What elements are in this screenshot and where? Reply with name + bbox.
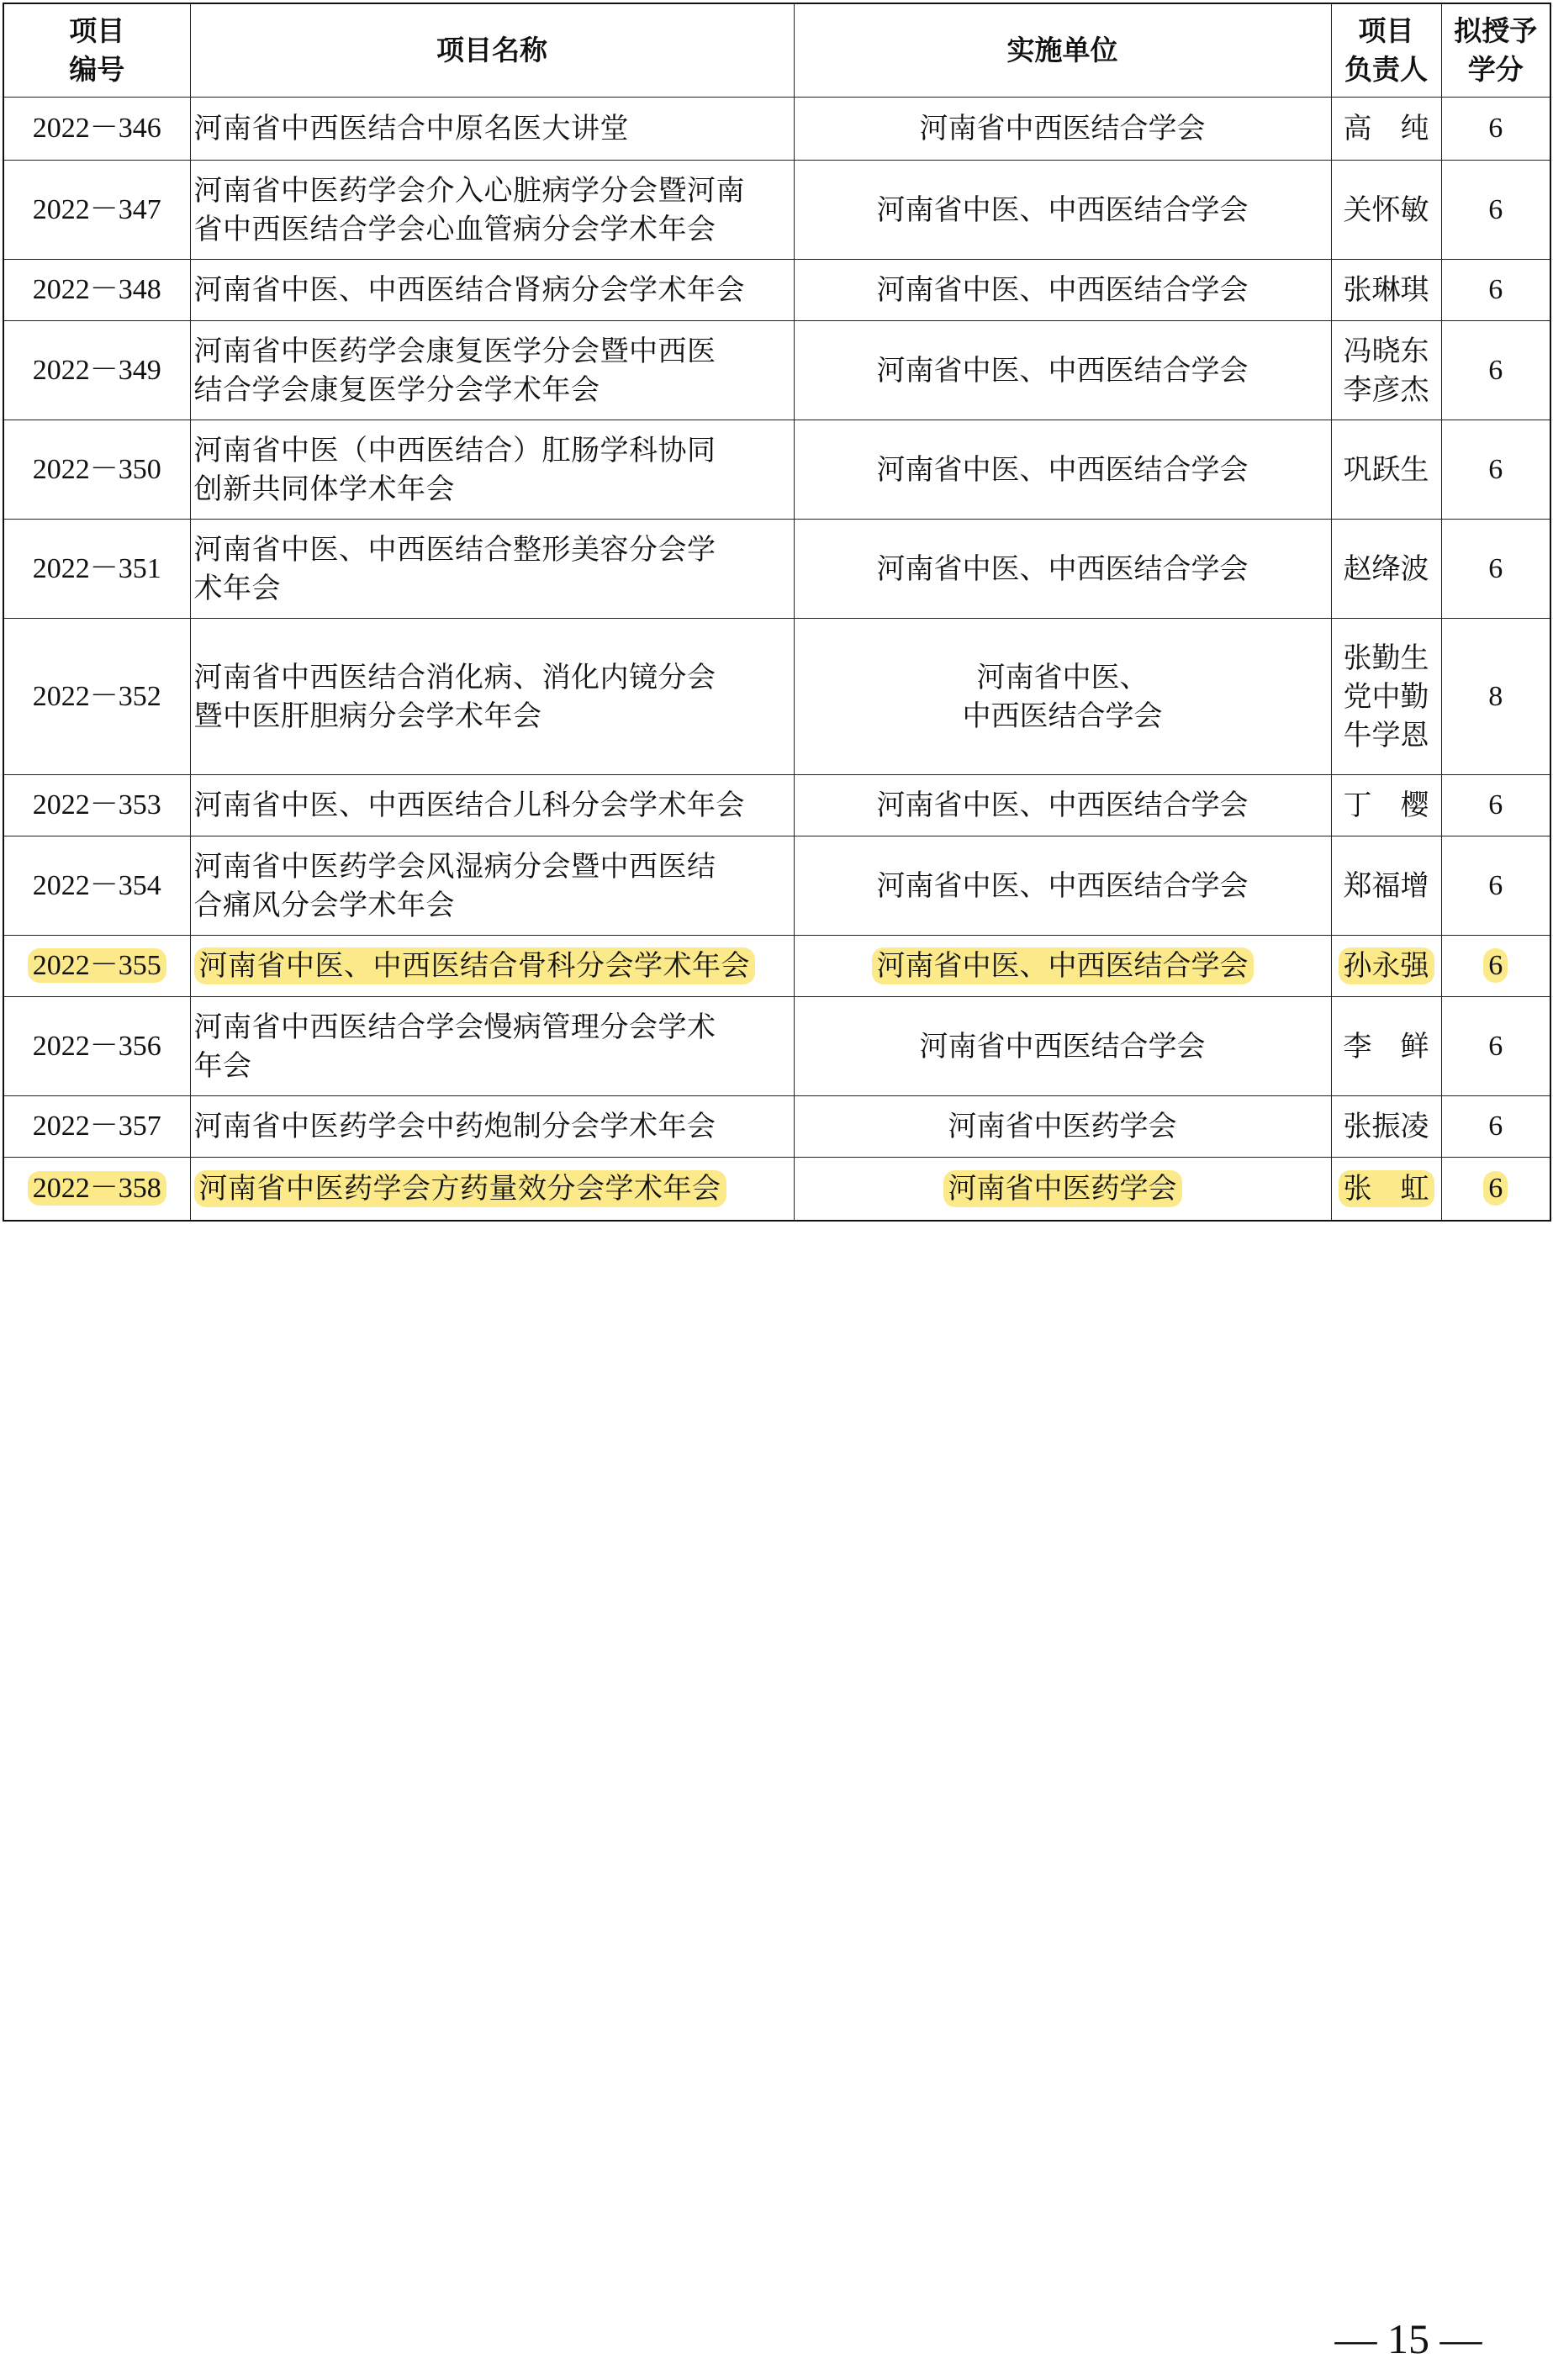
cell-unit	[794, 1158, 1331, 1221]
table-row	[3, 161, 1550, 260]
cell-credit	[1441, 936, 1550, 997]
table-row	[3, 420, 1550, 520]
cell-person	[1331, 1096, 1441, 1158]
name-text: 河南省中医（中西医结合）肛肠学科协同 创新共同体学术年会	[193, 433, 716, 506]
code-text: 2022－351	[32, 552, 161, 584]
cell-credit	[1441, 997, 1550, 1096]
person-text: 冯晓东 李彦杰	[1343, 334, 1429, 407]
cell-code	[3, 420, 190, 520]
unit-text: 河南省中医、中西医结合学会	[876, 551, 1249, 586]
credit-text: 6	[1488, 193, 1503, 225]
name-text: 河南省中医药学会介入心脏病学分会暨河南 省中西医结合学会心血管病分会学术年会	[193, 173, 745, 246]
cell-unit	[794, 997, 1331, 1096]
name-text: 河南省中西医结合学会慢病管理分会学术 年会	[193, 1010, 716, 1083]
person-text: 张勤生 党中勤 牛学恩	[1343, 641, 1429, 752]
cell-name	[190, 260, 794, 321]
code-text: 2022－354	[32, 869, 161, 901]
cell-name	[190, 936, 794, 997]
header-name: 项目名称	[190, 3, 794, 98]
person-text: 张琳琪	[1343, 273, 1429, 307]
name-text: 河南省中医药学会风湿病分会暨中西医结 合痛风分会学术年会	[193, 849, 716, 922]
cell-code	[3, 260, 190, 321]
header-unit: 实施单位	[794, 3, 1331, 98]
code-text: 2022－353	[32, 789, 161, 821]
cell-person	[1331, 997, 1441, 1096]
header-row	[3, 3, 1550, 98]
name-text: 河南省中西医结合消化病、消化内镜分会 暨中医肝胆病分会学术年会	[193, 660, 716, 733]
table-row	[3, 836, 1550, 936]
unit-text: 河南省中医、中西医结合学会	[876, 949, 1249, 983]
cell-person	[1331, 98, 1441, 161]
person-text: 赵绛波	[1343, 551, 1429, 586]
cell-code	[3, 161, 190, 260]
cell-name	[190, 321, 794, 420]
cell-name	[190, 1158, 794, 1221]
cell-unit	[794, 619, 1331, 775]
name-text: 河南省中医、中西医结合肾病分会学术年会	[193, 273, 745, 307]
cell-person	[1331, 775, 1441, 836]
unit-text: 河南省中医、中西医结合学会	[876, 452, 1249, 487]
cell-person	[1331, 161, 1441, 260]
person-text: 郑福增	[1343, 868, 1429, 903]
table-row	[3, 520, 1550, 619]
cell-name	[190, 775, 794, 836]
code-text: 2022－358	[32, 1172, 161, 1204]
cell-person	[1331, 321, 1441, 420]
code-text: 2022－357	[32, 1111, 161, 1142]
person-text: 张 虹	[1343, 1171, 1429, 1206]
cell-name	[190, 997, 794, 1096]
person-text: 张振凌	[1343, 1110, 1429, 1143]
cell-credit	[1441, 1096, 1550, 1158]
cell-code	[3, 775, 190, 836]
person-text: 关怀敏	[1343, 193, 1429, 227]
code-text: 2022－349	[32, 354, 161, 386]
credit-text: 6	[1488, 113, 1503, 144]
cell-unit	[794, 1096, 1331, 1158]
table-row	[3, 775, 1550, 836]
cell-name	[190, 836, 794, 936]
table-row	[3, 997, 1550, 1096]
cell-name	[190, 420, 794, 520]
cell-credit	[1441, 836, 1550, 936]
credit-text: 6	[1488, 1172, 1503, 1204]
cell-code	[3, 1158, 190, 1221]
name-text: 河南省中医、中西医结合整形美容分会学 术年会	[193, 532, 716, 605]
code-text: 2022－352	[32, 680, 161, 712]
code-text: 2022－346	[32, 113, 161, 144]
table-row	[3, 1096, 1550, 1158]
cell-person	[1331, 619, 1441, 775]
page-number: — 15 —	[1334, 2315, 1482, 2362]
cell-person	[1331, 836, 1441, 936]
name-text: 河南省中西医结合中原名医大讲堂	[193, 112, 629, 145]
name-text: 河南省中医、中西医结合儿科分会学术年会	[193, 789, 745, 822]
name-text: 河南省中医药学会方药量效分会学术年会	[198, 1171, 721, 1206]
project-table	[3, 3, 1551, 1222]
cell-code	[3, 1096, 190, 1158]
cell-name	[190, 619, 794, 775]
cell-unit	[794, 260, 1331, 321]
person-text: 巩跃生	[1343, 452, 1429, 487]
credit-text: 6	[1488, 869, 1503, 901]
credit-text: 6	[1488, 1111, 1503, 1142]
cell-credit	[1441, 619, 1550, 775]
cell-unit	[794, 775, 1331, 836]
credit-text: 8	[1488, 680, 1503, 712]
cell-unit	[794, 161, 1331, 260]
code-text: 2022－356	[32, 1030, 161, 1062]
name-text: 河南省中医、中西医结合骨科分会学术年会	[198, 949, 750, 983]
credit-text: 6	[1488, 950, 1503, 981]
unit-text: 河南省中医、 中西医结合学会	[962, 660, 1163, 733]
code-text: 2022－348	[32, 274, 161, 305]
cell-name	[190, 1096, 794, 1158]
cell-unit	[794, 520, 1331, 619]
credit-text: 6	[1488, 274, 1503, 305]
cell-code	[3, 98, 190, 161]
cell-code	[3, 997, 190, 1096]
cell-person	[1331, 260, 1441, 321]
cell-name	[190, 98, 794, 161]
credit-text: 6	[1488, 354, 1503, 386]
cell-unit	[794, 936, 1331, 997]
cell-credit	[1441, 1158, 1550, 1221]
code-text: 2022－350	[32, 453, 161, 485]
cell-unit	[794, 98, 1331, 161]
credit-text: 6	[1488, 789, 1503, 821]
unit-text: 河南省中医、中西医结合学会	[876, 868, 1249, 903]
credit-text: 6	[1488, 552, 1503, 584]
unit-text: 河南省中西医结合学会	[919, 112, 1206, 145]
cell-credit	[1441, 520, 1550, 619]
cell-credit	[1441, 161, 1550, 260]
cell-credit	[1441, 260, 1550, 321]
code-text: 2022－347	[32, 193, 161, 225]
header-code: 项目 编号	[3, 3, 190, 98]
cell-unit	[794, 420, 1331, 520]
name-text: 河南省中医药学会中药炮制分会学术年会	[193, 1110, 716, 1143]
cell-person	[1331, 1158, 1441, 1221]
unit-text: 河南省中医药学会	[948, 1110, 1177, 1143]
cell-code	[3, 619, 190, 775]
person-text: 李 鲜	[1343, 1029, 1429, 1063]
unit-text: 河南省中医、中西医结合学会	[876, 789, 1249, 822]
cell-credit	[1441, 321, 1550, 420]
person-text: 孙永强	[1343, 949, 1429, 983]
table-row	[3, 936, 1550, 997]
table-row	[3, 619, 1550, 775]
unit-text: 河南省中医、中西医结合学会	[876, 273, 1249, 307]
table-row	[3, 260, 1550, 321]
person-text: 高 纯	[1343, 112, 1429, 145]
table-row	[3, 321, 1550, 420]
header-person: 项目 负责人	[1331, 3, 1441, 98]
credit-text: 6	[1488, 1030, 1503, 1062]
code-text: 2022－355	[32, 950, 161, 981]
table-row	[3, 98, 1550, 161]
unit-text: 河南省中医、中西医结合学会	[876, 353, 1249, 388]
table-body	[3, 98, 1550, 1221]
cell-unit	[794, 321, 1331, 420]
cell-code	[3, 321, 190, 420]
credit-text: 6	[1488, 453, 1503, 485]
header-credit: 拟授予 学分	[1441, 3, 1550, 98]
person-text: 丁 樱	[1343, 789, 1429, 822]
cell-credit	[1441, 775, 1550, 836]
cell-code	[3, 836, 190, 936]
cell-credit	[1441, 420, 1550, 520]
unit-text: 河南省中西医结合学会	[919, 1029, 1206, 1063]
cell-person	[1331, 420, 1441, 520]
unit-text: 河南省中医、中西医结合学会	[876, 193, 1249, 227]
cell-credit	[1441, 98, 1550, 161]
cell-code	[3, 936, 190, 997]
cell-person	[1331, 520, 1441, 619]
cell-name	[190, 161, 794, 260]
unit-text: 河南省中医药学会	[948, 1171, 1177, 1206]
cell-code	[3, 520, 190, 619]
cell-person	[1331, 936, 1441, 997]
cell-unit	[794, 836, 1331, 936]
table-row	[3, 1158, 1550, 1221]
cell-name	[190, 520, 794, 619]
name-text: 河南省中医药学会康复医学分会暨中西医 结合学会康复医学分会学术年会	[193, 334, 716, 407]
